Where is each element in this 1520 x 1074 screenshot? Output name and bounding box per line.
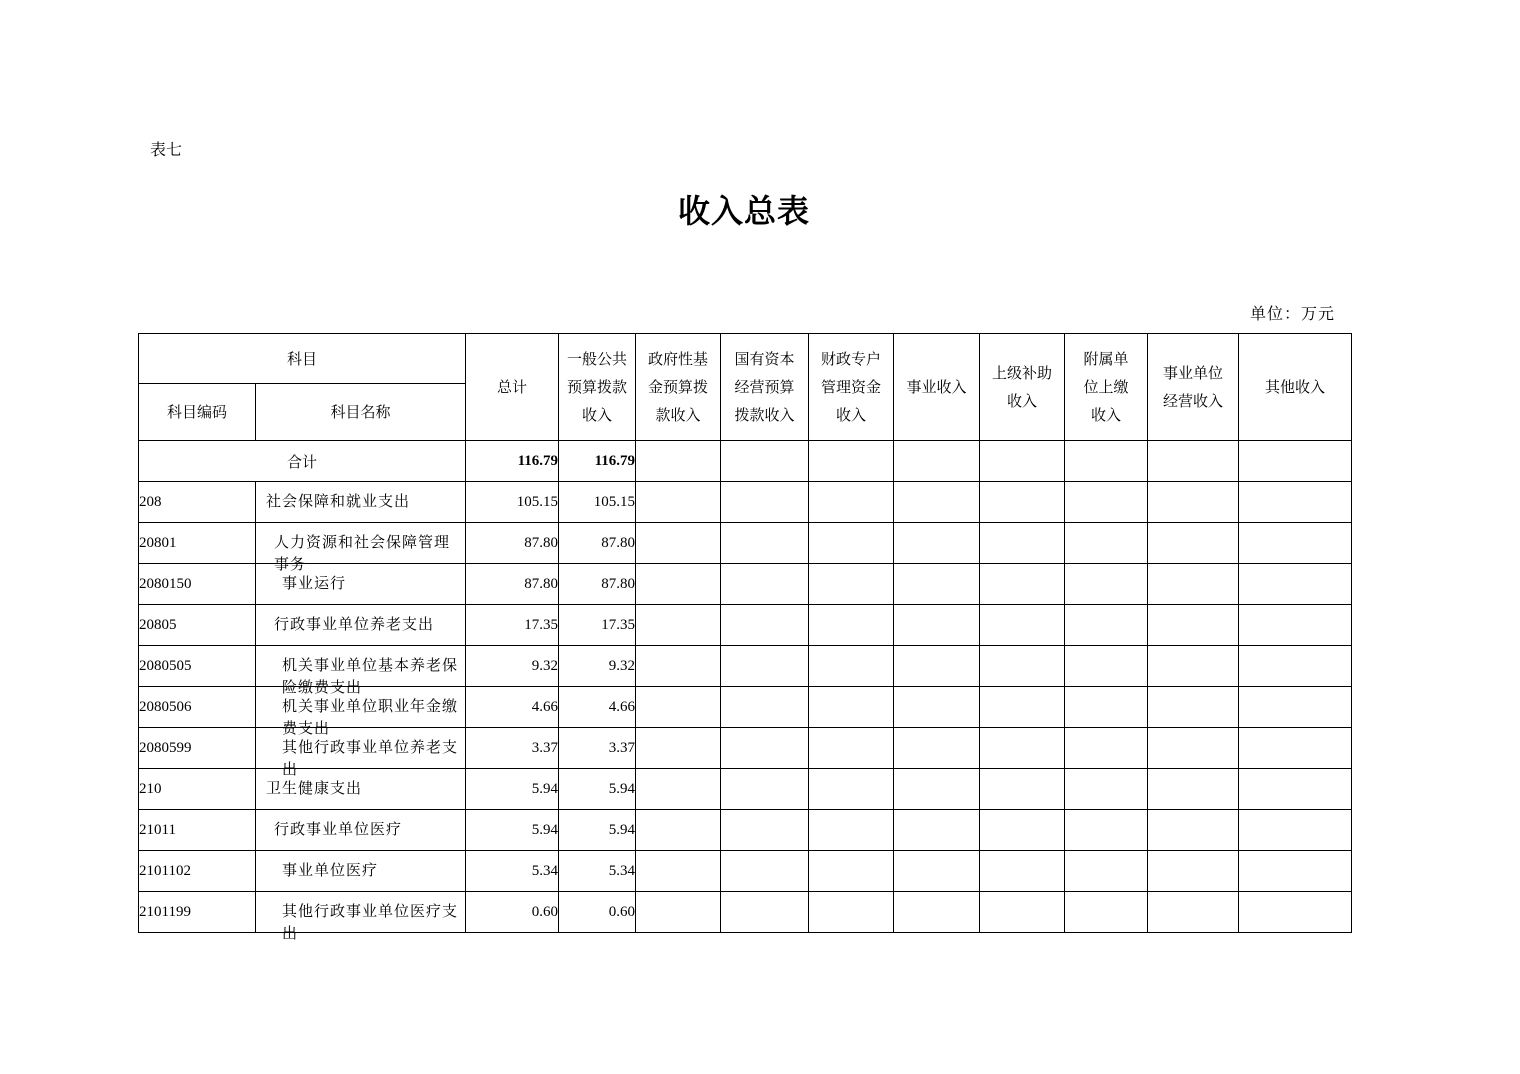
table-row: [139, 769, 1352, 810]
empty-cell: [980, 892, 1065, 933]
empty-cell: [894, 523, 980, 564]
empty-cell: [1239, 646, 1352, 687]
header-gov-fund: 政府性基金预算拨款收入: [636, 334, 721, 441]
empty-cell: [809, 728, 894, 769]
row-total: 9.32: [466, 646, 559, 687]
subject-name: 事业单位医疗: [282, 861, 379, 879]
row-general-budget: 5.94: [559, 810, 636, 851]
empty-cell: [894, 441, 980, 482]
subject-code: 20805: [139, 605, 256, 646]
empty-cell: [1239, 605, 1352, 646]
subject-code: 2080506: [139, 687, 256, 728]
empty-cell: [1239, 810, 1352, 851]
empty-cell: [721, 728, 809, 769]
empty-cell: [980, 605, 1065, 646]
empty-cell: [1239, 441, 1352, 482]
empty-cell: [1148, 851, 1239, 892]
header-operating-income: 事业单位经营收入: [1148, 334, 1239, 441]
subject-name: 卫生健康支出: [266, 779, 363, 797]
row-total: 4.66: [466, 687, 559, 728]
empty-cell: [980, 728, 1065, 769]
table-row: [139, 851, 1352, 892]
empty-cell: [721, 769, 809, 810]
empty-cell: [1148, 482, 1239, 523]
empty-cell: [809, 646, 894, 687]
empty-cell: [1239, 523, 1352, 564]
subject-code: 2080505: [139, 646, 256, 687]
subject-code: 2080599: [139, 728, 256, 769]
empty-cell: [636, 482, 721, 523]
subject-name-cell: [256, 892, 466, 942]
empty-cell: [1065, 810, 1148, 851]
empty-cell: [1148, 687, 1239, 728]
empty-cell: [636, 728, 721, 769]
empty-cell: [1065, 564, 1148, 605]
empty-cell: [1065, 728, 1148, 769]
subject-name: 行政事业单位医疗: [274, 820, 403, 838]
empty-cell: [721, 892, 809, 933]
empty-cell: [809, 605, 894, 646]
row-total: 5.34: [466, 851, 559, 892]
empty-cell: [809, 851, 894, 892]
empty-cell: [980, 482, 1065, 523]
empty-cell: [980, 441, 1065, 482]
empty-cell: [809, 523, 894, 564]
empty-cell: [980, 769, 1065, 810]
subject-name-cell: [256, 605, 466, 646]
empty-cell: [809, 892, 894, 933]
header-row-1: [139, 334, 1352, 384]
empty-cell: [809, 482, 894, 523]
empty-cell: [1065, 605, 1148, 646]
table-number-label: 表七: [150, 140, 183, 159]
empty-cell: [809, 687, 894, 728]
empty-cell: [636, 523, 721, 564]
subject-code: 2101102: [139, 851, 256, 892]
page-title: 收入总表: [677, 192, 810, 230]
empty-cell: [721, 646, 809, 687]
empty-cell: [636, 687, 721, 728]
empty-cell: [894, 646, 980, 687]
empty-cell: [1148, 523, 1239, 564]
empty-cell: [636, 441, 721, 482]
header-name: 科目名称: [256, 384, 466, 441]
empty-cell: [636, 851, 721, 892]
subject-name: 社会保障和就业支出: [266, 492, 411, 510]
table-row: [139, 564, 1352, 605]
table-row: [139, 892, 1352, 933]
total-amount: 116.79: [466, 441, 559, 482]
empty-cell: [980, 851, 1065, 892]
total-row: [139, 441, 1352, 482]
header-other-income: 其他收入: [1239, 334, 1352, 441]
empty-cell: [1239, 564, 1352, 605]
empty-cell: [1239, 728, 1352, 769]
header-code: 科目编码: [139, 384, 256, 441]
empty-cell: [1148, 810, 1239, 851]
subject-code: 210: [139, 769, 256, 810]
empty-cell: [721, 441, 809, 482]
empty-cell: [1239, 687, 1352, 728]
unit-label: 单位：万元: [1250, 304, 1336, 323]
subject-code: 2101199: [139, 892, 256, 933]
empty-cell: [980, 810, 1065, 851]
subject-name: 其他行政事业单位医疗支出: [282, 902, 459, 942]
header-general-budget: 一般公共预算拨款收入: [559, 334, 636, 441]
empty-cell: [721, 687, 809, 728]
subject-name-cell: [256, 523, 466, 573]
table-row: [139, 482, 1352, 523]
empty-cell: [894, 851, 980, 892]
empty-cell: [894, 687, 980, 728]
subject-name-cell: [256, 851, 466, 892]
empty-cell: [721, 810, 809, 851]
table-row: [139, 810, 1352, 851]
empty-cell: [1239, 769, 1352, 810]
empty-cell: [894, 728, 980, 769]
total-general-budget: 116.79: [559, 441, 636, 482]
empty-cell: [1239, 482, 1352, 523]
empty-cell: [1239, 851, 1352, 892]
subject-code: 21011: [139, 810, 256, 851]
row-general-budget: 9.32: [559, 646, 636, 687]
header-affiliated-units: 附属单位上缴收入: [1065, 334, 1148, 441]
row-total: 87.80: [466, 564, 559, 605]
empty-cell: [1148, 564, 1239, 605]
empty-cell: [636, 769, 721, 810]
subject-name: 机关事业单位基本养老保险缴费支出: [282, 656, 459, 696]
empty-cell: [980, 646, 1065, 687]
income-summary-table: [138, 333, 1352, 942]
subject-name: 行政事业单位养老支出: [274, 615, 435, 633]
row-total: 105.15: [466, 482, 559, 523]
empty-cell: [636, 564, 721, 605]
subject-name: 其他行政事业单位养老支出: [282, 738, 459, 778]
empty-cell: [809, 441, 894, 482]
row-total: 17.35: [466, 605, 559, 646]
table-row: [139, 646, 1352, 687]
empty-cell: [636, 892, 721, 933]
empty-cell: [1148, 605, 1239, 646]
subject-name: 事业运行: [282, 574, 347, 592]
empty-cell: [894, 892, 980, 933]
empty-cell: [980, 523, 1065, 564]
table-row: [139, 523, 1352, 564]
subject-name-cell: [256, 482, 466, 523]
header-subject-group: 科目: [139, 334, 466, 384]
empty-cell: [980, 687, 1065, 728]
empty-cell: [1065, 892, 1148, 933]
row-general-budget: 87.80: [559, 523, 636, 564]
empty-cell: [1148, 441, 1239, 482]
empty-cell: [636, 646, 721, 687]
row-total: 0.60: [466, 892, 559, 933]
header-special-account: 财政专户管理资金收入: [809, 334, 894, 441]
row-total: 87.80: [466, 523, 559, 564]
header-superior-subsidy: 上级补助收入: [980, 334, 1065, 441]
empty-cell: [721, 564, 809, 605]
row-total: 3.37: [466, 728, 559, 769]
row-general-budget: 5.34: [559, 851, 636, 892]
subject-code: 20801: [139, 523, 256, 564]
row-general-budget: 4.66: [559, 687, 636, 728]
empty-cell: [721, 851, 809, 892]
empty-cell: [1065, 646, 1148, 687]
empty-cell: [894, 605, 980, 646]
empty-cell: [894, 769, 980, 810]
empty-cell: [1065, 769, 1148, 810]
empty-cell: [1065, 851, 1148, 892]
empty-cell: [721, 523, 809, 564]
empty-cell: [894, 482, 980, 523]
row-general-budget: 0.60: [559, 892, 636, 933]
row-general-budget: 17.35: [559, 605, 636, 646]
empty-cell: [1065, 441, 1148, 482]
row-general-budget: 5.94: [559, 769, 636, 810]
empty-cell: [721, 482, 809, 523]
row-total: 5.94: [466, 769, 559, 810]
subject-code: 208: [139, 482, 256, 523]
table-row: [139, 605, 1352, 646]
empty-cell: [1065, 687, 1148, 728]
empty-cell: [894, 564, 980, 605]
row-general-budget: 3.37: [559, 728, 636, 769]
subject-name: 机关事业单位职业年金缴费支出: [282, 697, 459, 737]
empty-cell: [721, 605, 809, 646]
total-label: 合计: [139, 441, 466, 482]
row-general-budget: 105.15: [559, 482, 636, 523]
empty-cell: [809, 564, 894, 605]
empty-cell: [809, 810, 894, 851]
subject-name: 人力资源和社会保障管理事务: [274, 533, 451, 573]
empty-cell: [636, 605, 721, 646]
empty-cell: [636, 810, 721, 851]
empty-cell: [1239, 892, 1352, 933]
empty-cell: [1065, 482, 1148, 523]
empty-cell: [1148, 892, 1239, 933]
empty-cell: [1065, 523, 1148, 564]
empty-cell: [1148, 769, 1239, 810]
empty-cell: [894, 810, 980, 851]
row-total: 5.94: [466, 810, 559, 851]
empty-cell: [1148, 728, 1239, 769]
subject-code: 2080150: [139, 564, 256, 605]
subject-name-cell: [256, 646, 466, 696]
header-total: 总计: [466, 334, 559, 441]
header-business-income: 事业收入: [894, 334, 980, 441]
empty-cell: [809, 769, 894, 810]
row-general-budget: 87.80: [559, 564, 636, 605]
subject-name-cell: [256, 810, 466, 851]
header-state-capital: 国有资本经营预算拨款收入: [721, 334, 809, 441]
empty-cell: [980, 564, 1065, 605]
empty-cell: [1148, 646, 1239, 687]
